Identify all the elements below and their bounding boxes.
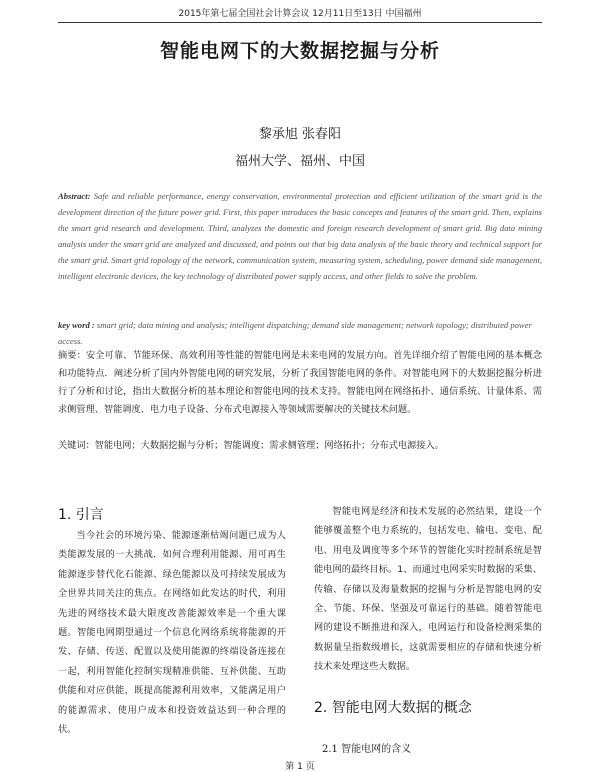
section-1-paragraph-1: 当今社会的环境污染、能源逐渐枯竭问题已成为人类能源发展的一大挑战．如何合理利用能源、用可再生能源逐步替代化石能源、绿色能源以及可持续发展成为全世界共同关注的焦点。在网络如此发达的时代，利用先进的网络技术最大限度改善能源效率是一个重大课题。智能电网期望通过一个信息化网络系统将能源的开发、存储、传送、配置以及使用能源的终端设备连接在一起，利用智能化控制实现精准供能、互补供能、互助供能和对应供能，既提高能源利用效率，又能满足用户的能源需求、使用户成本和投资效益达到一种合理的状。 bbox=[58, 530, 286, 736]
section-1-paragraph-2: 智能电网是经济和技术发展的必然结果，建设一个能够覆盖整个电力系统的，包括发电、输电、变电、配电、用电及调度等多个环节的智能化实时控制系统是智能电网的最终目标。1、而通过电网采实时数据的采集、传输、存储以及海量数据的挖掘与分析是智能电网的安全、节能、环保、坚强及可靠运行的基础。随着智能电网的建设不断推进和深入，电网运行和设备检测采集的数据量呈指数级增长，这就需要相应的存储和快速分析技术来处理这些大数据。 bbox=[314, 506, 542, 673]
left-column bbox=[58, 526, 286, 739]
keywords-english-label: key word : bbox=[58, 320, 95, 330]
page-number: 第 1 页 bbox=[285, 762, 315, 772]
right-column bbox=[314, 502, 542, 677]
abstract-chinese bbox=[58, 347, 542, 419]
subsection-2-1-heading: 2.1 智能电网的含义 bbox=[322, 744, 412, 755]
keywords-english bbox=[58, 317, 542, 349]
keywords-chinese bbox=[58, 437, 542, 455]
keywords-english-text: smart grid; data mining and analysis; intelligent dispatching; demand side management; network topology; distributed power access. bbox=[58, 320, 532, 346]
abstract-english-text: Safe and reliable performance, energy conservation, environmental protection and efficient utilization of the smart grid is the development direction of the future power grid. First, this paper introduces the basic concepts and features of the smart grid. Then, explains the smart grid research and development. Third, analyzes the domestic and foreign research development of smart grid. Big data mining analysis under the smart grid are analyzed and discussed, and points out that big data analysis of the basic theory and technical support for the smart grid. Smart grid topology of the network, communication system, measuring system, scheduling, power demand side management, intelligent electronic devices, the key technology of distributed power supply access, and other fields to solve the problem. bbox=[58, 191, 542, 281]
abstract-chinese-text: 安全可靠、节能环保、高效利用等性能的智能电网是未来电网的发展方向。首先详细介绍了智能电网的基本概念和功能特点．阐述分析了国内外智能电网的研究发展，分析了我国智能电网的条件。对智能电网下的大数据挖掘分析进行了分析和讨论，指出大数据分析的基本理论和智能电网的技术支持。智能电网在网络拓扑、通信系统、计量体系、需求侧管理、智能调度、电力电子设备、分布式电源接入等领域需要解决的关键技术问题。 bbox=[58, 350, 543, 415]
keywords-chinese-text: 智能电网；大数据挖掘与分析；智能调度；需求侧管理；网络拓扑；分布式电源接入。 bbox=[94, 440, 444, 451]
paper-authors: 黎承旭 张春阳 bbox=[258, 127, 342, 142]
header-divider bbox=[58, 22, 542, 23]
paper-title: 智能电网下的大数据挖掘与分析 bbox=[159, 40, 440, 62]
abstract-english bbox=[58, 188, 542, 284]
abstract-chinese-label: 摘要： bbox=[58, 350, 86, 361]
paper-affiliation: 福州大学、福州、中国 bbox=[234, 154, 365, 169]
running-header: 2015年第七届全国社会计算会议 12月11日至13日 中国福州 bbox=[178, 9, 422, 19]
section-1-heading: 1. 引言 bbox=[58, 507, 104, 523]
section-2-heading: 2. 智能电网大数据的概念 bbox=[314, 700, 472, 716]
keywords-chinese-label: 关键词： bbox=[58, 440, 95, 451]
abstract-english-label: Abstract: bbox=[58, 191, 91, 201]
